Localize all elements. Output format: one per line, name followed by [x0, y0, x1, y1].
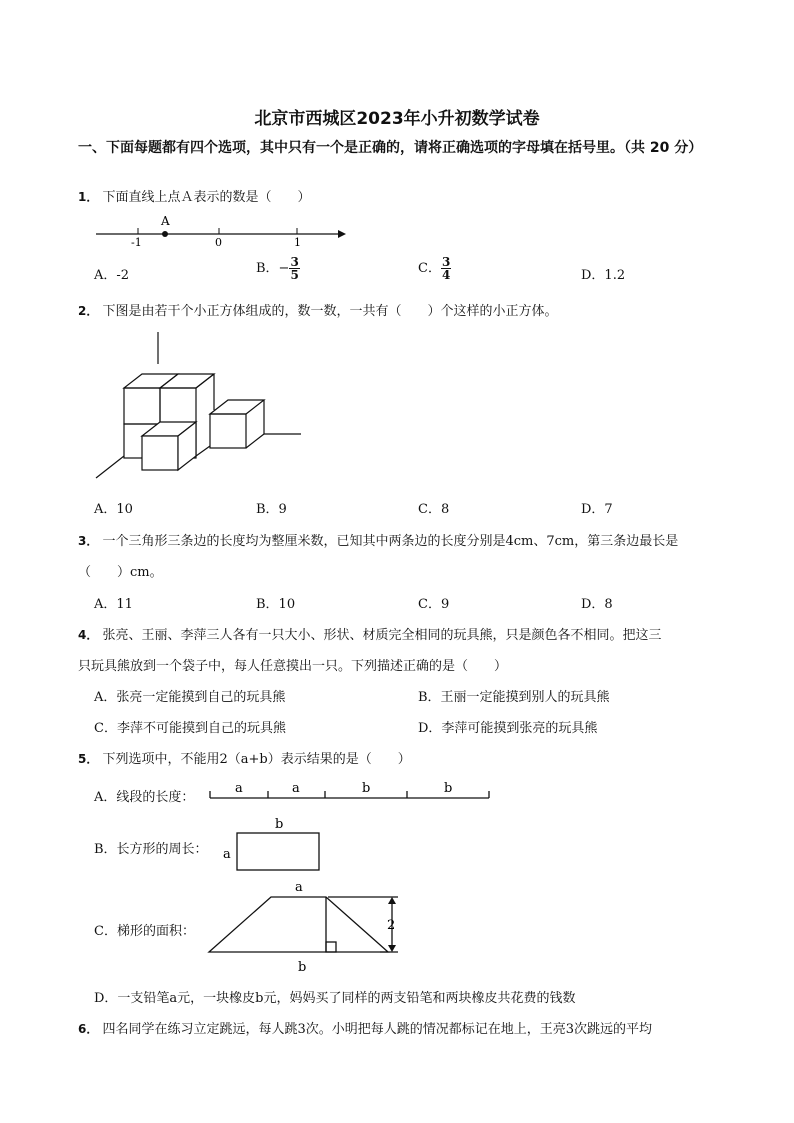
option-c: C．李萍不可能摸到自己的玩具熊	[94, 721, 286, 736]
option-b: B．10	[256, 597, 296, 612]
question-number: 1．	[78, 190, 99, 204]
question-6	[78, 1018, 652, 1037]
question-number: 2．	[78, 304, 99, 318]
segment-label: b	[444, 781, 453, 796]
question-text: 下列选项中，不能用2（a+b）表示结果的是（ ）	[102, 752, 411, 767]
point-a	[162, 231, 168, 237]
question-5	[78, 748, 411, 767]
option-d: D．8	[581, 597, 613, 612]
cube-figure	[94, 330, 306, 480]
question-1	[78, 186, 311, 205]
option-d: D．李萍可能摸到张亮的玩具熊	[418, 721, 598, 736]
tick-label: -1	[131, 236, 142, 249]
segment-label: b	[362, 781, 371, 796]
page-title: 北京市西城区2023年小升初数学试卷	[254, 109, 540, 129]
option-a: A．10	[94, 502, 133, 517]
question-text: 张亮、王丽、李萍三人各有一只大小、形状、材质完全相同的玩具熊，只是颜色各不相同。把这三	[102, 628, 662, 643]
rect-side-label: a	[223, 847, 231, 862]
trapezoid-bottom-label: b	[298, 960, 307, 975]
denominator: 5	[290, 268, 299, 282]
tick-label: 1	[294, 236, 301, 249]
trapezoid-height-label: 2	[387, 918, 396, 933]
rect-top-label: b	[275, 817, 284, 832]
section-heading: 一、下面每题都有四个选项，其中只有一个是正确的，请将正确选项的字母填在括号里。（共 20 分）	[78, 140, 703, 156]
trapezoid-top-label: a	[295, 880, 303, 895]
option-b-label: B．长方形的周长：	[94, 842, 208, 857]
question-4	[78, 624, 662, 643]
option-a: A．张亮一定能摸到自己的玩具熊	[94, 690, 286, 705]
numerator: 3	[441, 255, 451, 269]
point-label: A	[161, 214, 170, 228]
option-b	[256, 256, 300, 281]
question-text: 四名同学在练习立定跳远，每人跳3次。小明把每人跳的情况都标记在地上，王亮3次跳远的平均	[102, 1022, 653, 1037]
option-a-label: A．线段的长度：	[94, 790, 195, 805]
arrow-down-icon	[388, 945, 396, 952]
numerator: 3	[290, 255, 299, 269]
option-a: A．11	[94, 597, 133, 612]
option-label: B．−	[256, 261, 290, 276]
tick-label: 0	[215, 236, 222, 249]
option-label: C．	[418, 261, 441, 276]
question-text-cont: （ ）cm。	[78, 565, 163, 580]
option-c	[418, 256, 451, 281]
option-a: A．-2	[94, 268, 130, 283]
option-b: B．王丽一定能摸到别人的玩具熊	[418, 690, 610, 705]
segment-label: a	[292, 781, 300, 796]
option-c: C．9	[418, 597, 450, 612]
question-2	[78, 300, 558, 319]
option-b: B．9	[256, 502, 287, 517]
segment-figure	[206, 778, 492, 806]
arrow-head-icon	[338, 230, 346, 238]
option-d: D．1.2	[581, 268, 626, 283]
question-number: 6．	[78, 1022, 99, 1036]
denominator: 4	[441, 268, 451, 282]
question-number: 3．	[78, 534, 99, 548]
option-d: D．一支铅笔a元，一块橡皮b元，妈妈买了同样的两支铅笔和两块橡皮共花费的钱数	[94, 991, 576, 1006]
fraction	[289, 256, 299, 281]
fraction	[441, 256, 451, 281]
option-d: D．7	[581, 502, 613, 517]
question-3	[78, 530, 678, 549]
question-number: 5．	[78, 752, 99, 766]
segment-label: a	[235, 781, 243, 796]
trapezoid-figure	[206, 877, 406, 975]
question-text: 下图是由若干个小正方体组成的，数一数，一共有（ ）个这样的小正方体。	[102, 304, 558, 319]
question-text: 下面直线上点Ａ表示的数是（ ）	[102, 190, 311, 205]
arrow-up-icon	[388, 897, 396, 904]
question-text: 一个三角形三条边的长度均为整厘米数，已知其中两条边的长度分别是4cm、7cm，第三条边最长是	[102, 534, 679, 549]
rectangle-figure	[220, 812, 324, 874]
option-c-label: C．梯形的面积：	[94, 924, 195, 939]
question-number: 4．	[78, 628, 99, 642]
number-line	[94, 212, 348, 250]
option-c: C．8	[418, 502, 450, 517]
question-text-cont: 只玩具熊放到一个袋子中，每人任意摸出一只。下列描述正确的是（ ）	[78, 659, 508, 674]
